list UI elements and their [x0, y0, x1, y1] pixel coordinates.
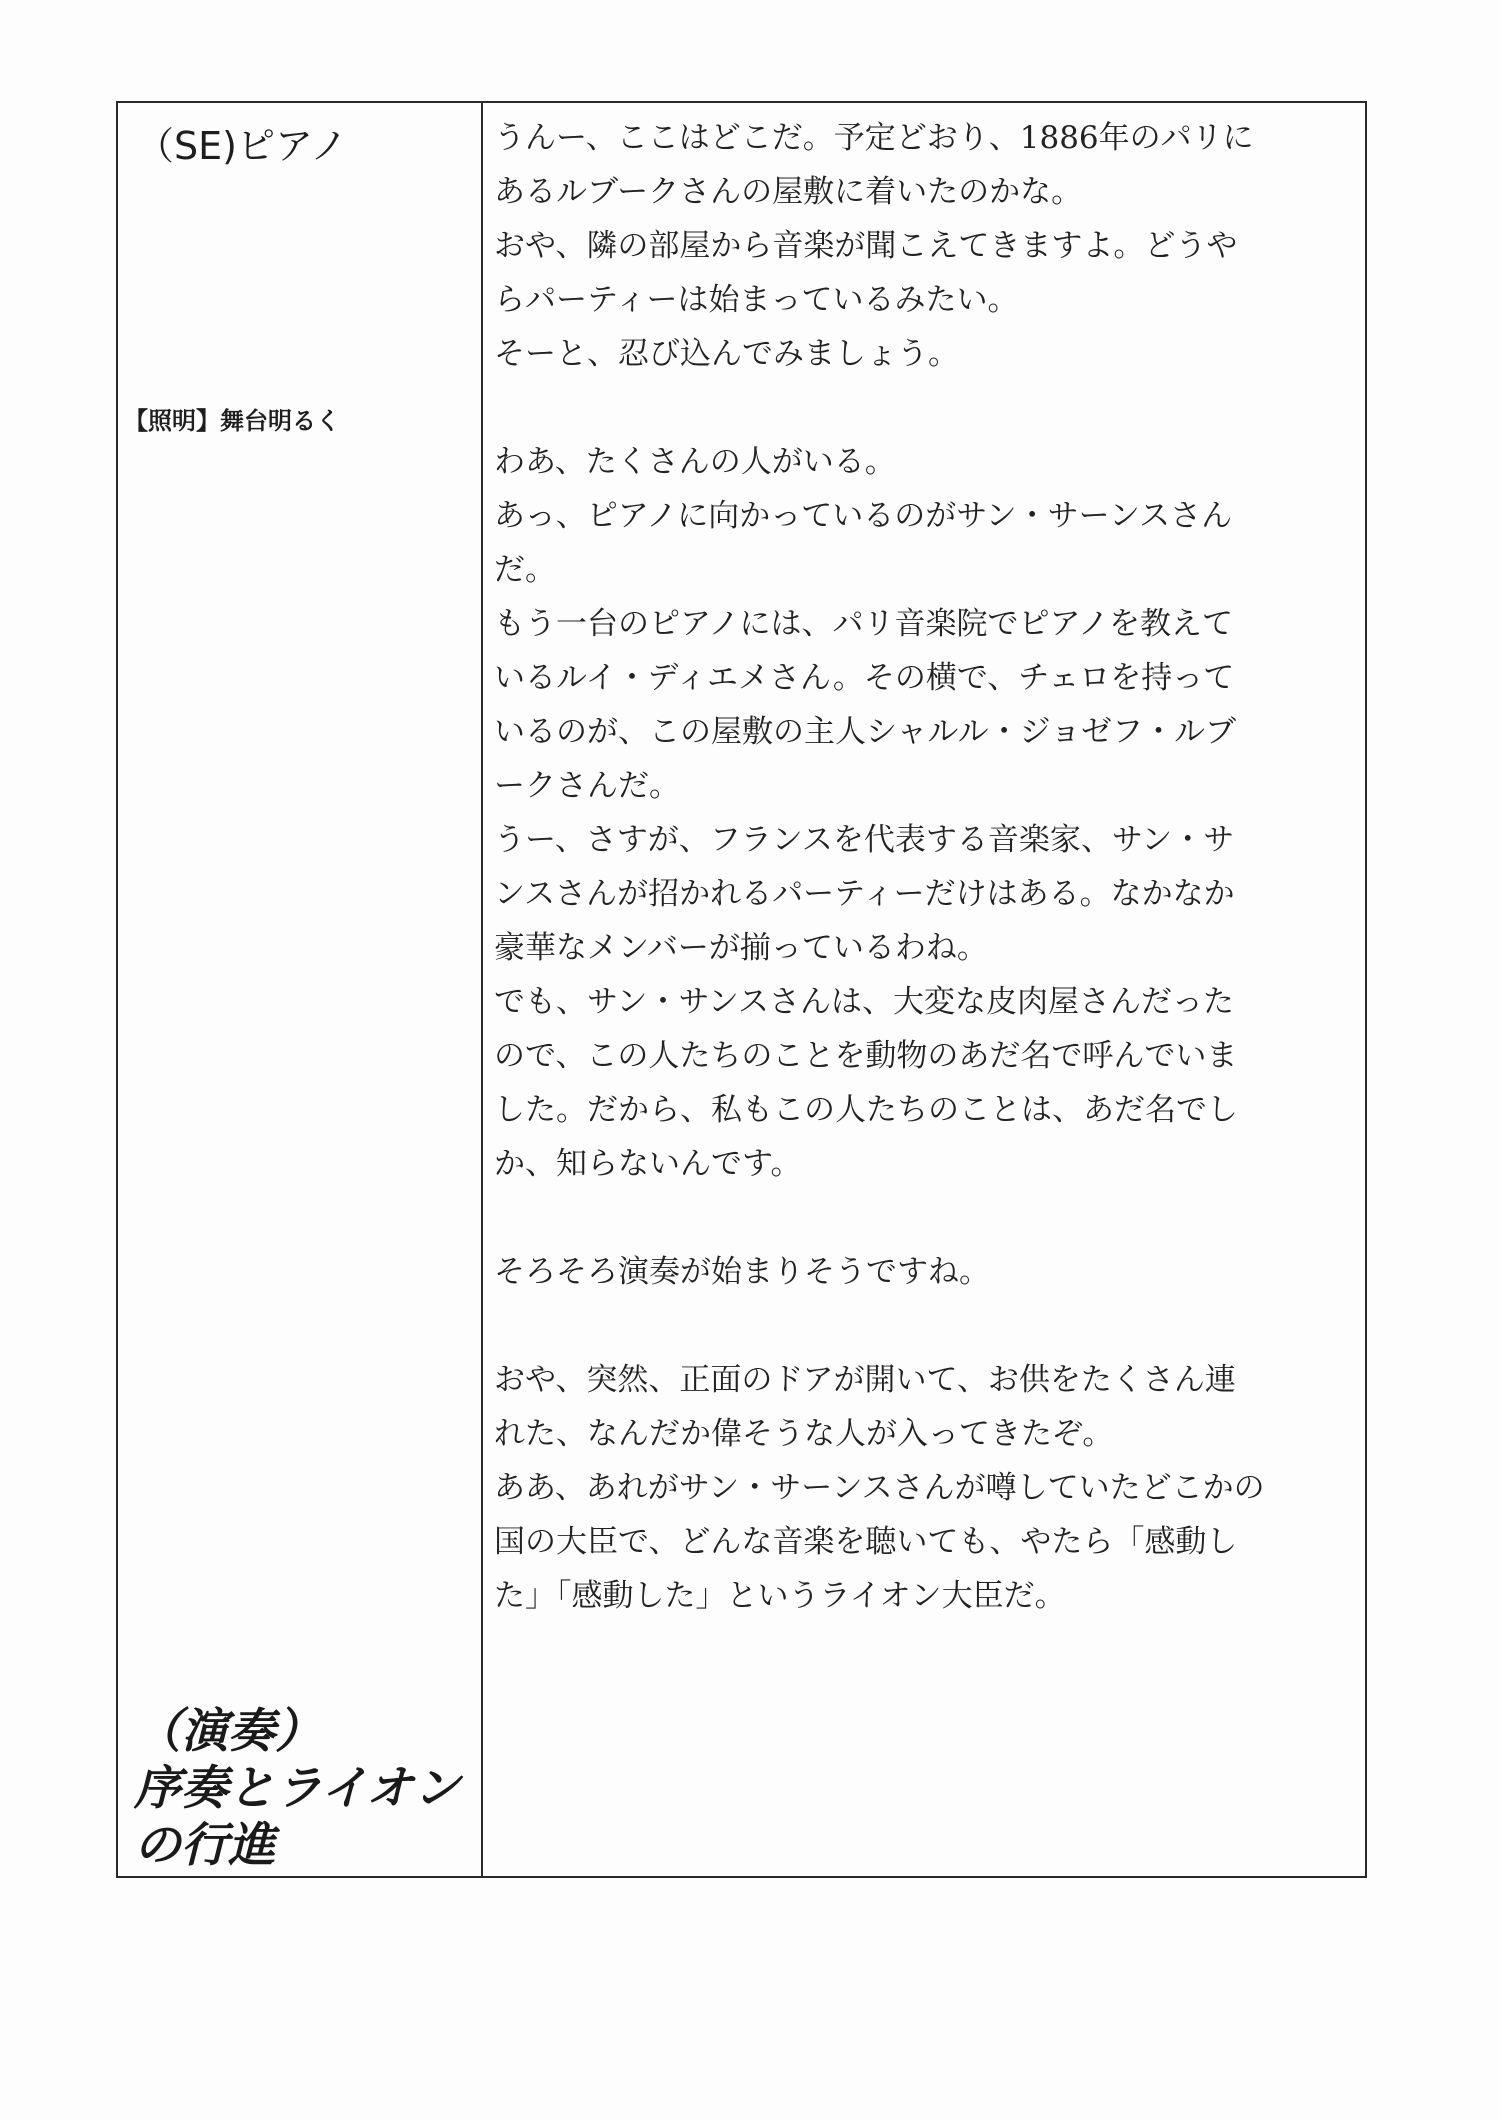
cue-column	[118, 103, 481, 1876]
narration-line: ああ、あれがサン・サーンスさんが噂していたどこかの	[494, 1470, 1265, 1506]
narration-column	[494, 111, 1354, 1623]
narration-line: おや、突然、正面のドアが開いて、お供をたくさん連	[494, 1362, 1236, 1398]
narration-line: らパーティーは始まっているみたい。	[494, 282, 1019, 318]
narration-line: そーと、忍び込んでみましょう。	[494, 336, 959, 372]
narration-line: うー、さすが、フランスを代表する音楽家、サン・サ	[494, 822, 1235, 858]
narration-line: ので、この人たちのことを動物のあだ名で呼んでいま	[494, 1038, 1238, 1074]
narration-line: あるルブークさんの屋敷に着いたのかな。	[494, 174, 1083, 210]
narration-line: いるのが、この屋敷の主人シャルル・ジョゼフ・ルブ	[494, 714, 1236, 750]
blank-line	[494, 1191, 1354, 1245]
narration-line: れた、なんだか偉そうな人が入ってきたぞ。	[494, 1416, 1114, 1452]
script-table	[116, 101, 1367, 1878]
narration-line: おや、隣の部屋から音楽が聞こえてきますよ。どうや	[494, 228, 1238, 264]
performance-cue-line: の行進	[134, 1818, 275, 1873]
narration-line: そろそろ演奏が始まりそうですね。	[494, 1254, 990, 1290]
narration-line: か、知らないんです。	[494, 1146, 802, 1182]
narration-line: わあ、たくさんの人がいる。	[494, 444, 896, 480]
blank-line	[494, 381, 1354, 435]
sound-effect-cue: （SE)ピアノ	[136, 124, 348, 168]
performance-cue-line: （演奏）	[134, 1704, 322, 1759]
performance-cue-line: 序奏とライオン	[134, 1761, 461, 1816]
column-divider	[481, 103, 483, 1876]
narration-line: た」「感動した」というライオン大臣だ。	[494, 1578, 1066, 1614]
narration-line: うんー、ここはどこだ。予定どおり、1886年のパリに	[494, 120, 1254, 156]
narration-line: あっ、ピアノに向かっているのがサン・サーンスさん	[494, 498, 1233, 534]
lighting-cue: 【照明】舞台明るく	[124, 407, 340, 435]
narration-line: だ。	[494, 552, 556, 588]
narration-line: 国の大臣で、どんな音楽を聴いても、やたら「感動し	[494, 1524, 1238, 1560]
blank-line	[494, 1299, 1354, 1353]
narration-line: ンスさんが招かれるパーティーだけはある。なかなか	[494, 876, 1235, 912]
narration-line: した。だから、私もこの人たちのことは、あだ名でし	[494, 1092, 1238, 1128]
narration-line: もう一台のピアノには、パリ音楽院でピアノを教えて	[494, 606, 1234, 642]
performance-cue	[134, 1703, 460, 1874]
narration-line: 豪華なメンバーが揃っているわね。	[494, 930, 988, 966]
narration-line: でも、サン・サンスさんは、大変な皮肉屋さんだった	[494, 984, 1234, 1020]
narration-line: ークさんだ。	[494, 768, 680, 804]
narration-line: いるルイ・ディエメさん。その横で、チェロを持って	[494, 660, 1235, 696]
